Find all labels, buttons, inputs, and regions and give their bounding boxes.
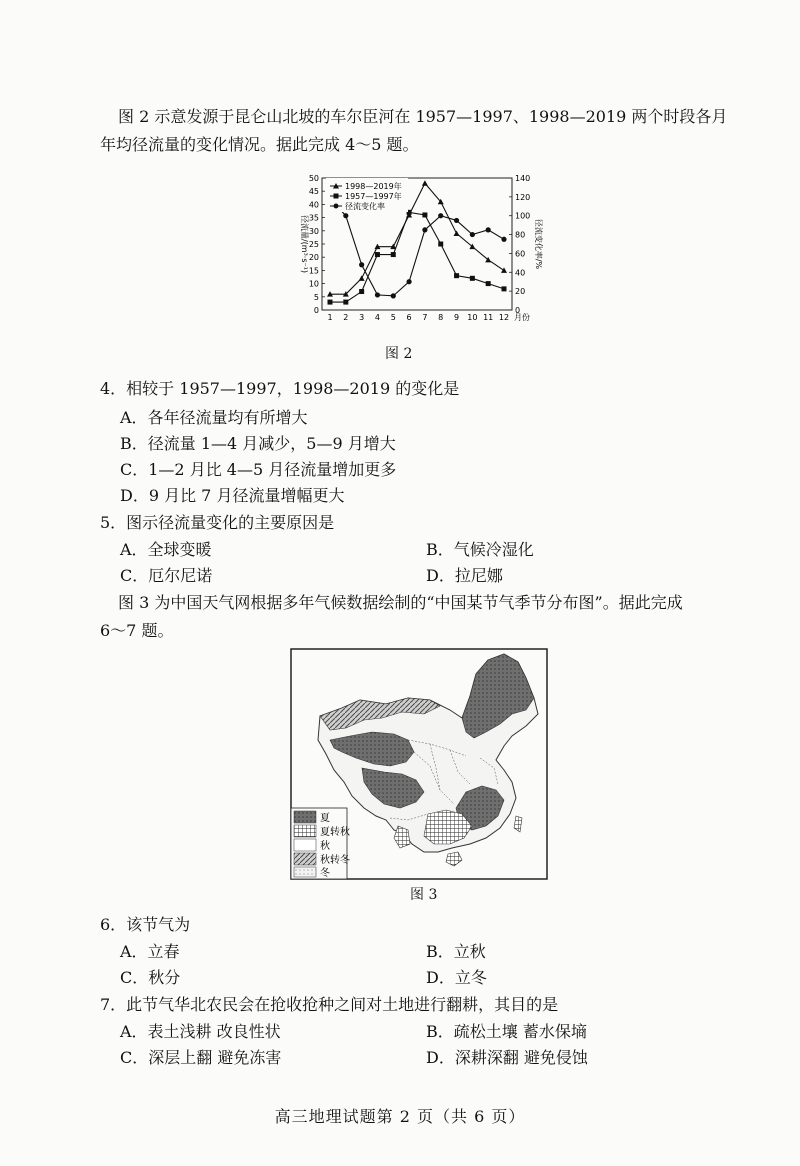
right-tick-label: 60 [515,249,526,259]
x-tick-label: 11 [483,313,494,322]
point-triangle [359,275,365,281]
point-square [502,286,507,291]
intro-fig2-line1: 图 2 示意发源于昆仑山北坡的车尔臣河在 1957—1997、1998—2019 两个时段各月 [118,107,728,126]
left-tick-label: 45 [308,187,319,197]
left-tick-label: 30 [308,226,319,236]
intro-fig2-line2: 年均径流量的变化情况。据此完成 4～5 题。 [100,135,419,154]
x-tick-label: 7 [422,313,428,322]
x-tick-label: 1 [327,313,333,322]
left-tick-label: 20 [308,253,319,263]
legend-swatch-summer [294,811,316,823]
point-square [486,281,491,286]
right-tick-label: 140 [515,174,531,183]
x-tick-label: 9 [453,313,460,322]
legend-marker-circle [334,204,339,209]
right-tick-label: 80 [515,230,526,240]
right-tick-label: 100 [515,211,531,221]
point-square [438,242,443,247]
x-tick-label: 12 [498,313,510,322]
point-square [454,273,459,278]
point-circle [470,232,475,237]
left-tick-label: 50 [308,174,319,183]
left-tick-label: 5 [313,292,319,302]
x-axis-label: 月份 [514,313,530,322]
point-triangle [501,267,507,273]
x-tick-label: 10 [467,313,478,322]
x-tick-label: 8 [438,313,444,322]
x-tick-label: 2 [343,313,349,322]
q5-option-b[interactable]: B．气候冷湿化 [426,540,534,559]
point-square [359,289,364,294]
point-circle [438,213,443,218]
legend-marker-square [334,194,339,199]
point-square [391,252,396,257]
right-axis-label: 径流变化率/% [534,218,543,270]
legend-swatch-autumn-to-winter [294,853,316,865]
q5-option-d[interactable]: D．拉尼娜 [426,566,503,585]
right-tick-label: 40 [515,268,526,278]
q6-option-a[interactable]: A．立春 [120,942,180,961]
fig2-caption: 图 2 [385,346,413,362]
q5-option-a[interactable]: A．全球变暖 [120,540,212,559]
x-tick-label: 4 [374,313,381,322]
q6-option-d[interactable]: D．立冬 [426,968,487,987]
legend-label: 1998—2019年 [345,182,402,191]
legend-swatch-autumn [294,839,316,851]
q4-stem: 4．相较于 1957—1997，1998—2019 的变化是 [100,379,460,398]
q4-option-b[interactable]: B．径流量 1—4 月减少，5—9 月增大 [120,434,396,453]
x-tick-label: 5 [390,313,396,322]
legend-swatch-winter [294,867,316,877]
x-tick-label: 3 [359,313,365,322]
point-square [375,252,380,257]
left-tick-label: 10 [308,279,319,289]
q5-option-c[interactable]: C．厄尔尼诺 [120,566,213,585]
q7-option-c[interactable]: C．深层上翻 避免冻害 [120,1048,282,1067]
q7-stem: 7．此节气华北农民会在抢收抢种之间对土地进行翻耕，其目的是 [100,995,559,1014]
q7-option-d[interactable]: D．深耕深翻 避免侵蚀 [426,1048,588,1067]
point-circle [375,292,380,297]
fig3-caption: 图 3 [410,887,438,903]
left-tick-label: 15 [308,266,319,276]
point-circle [454,218,459,223]
point-circle [359,262,364,267]
page-footer: 高三地理试题第 2 页（共 6 页） [274,1107,526,1126]
right-tick-label: 20 [515,287,526,297]
legend-swatch-summer-to-autumn [294,825,316,837]
legend-label: 1957—1997年 [345,192,402,201]
left-axis-label: 径流量/(m³·s⁻¹) [300,214,309,274]
right-tick-label: 120 [515,192,531,202]
legend-label-autumn-to-winter: 秋转冬 [320,855,350,866]
q7-option-a[interactable]: A．表土浅耕 改良性状 [120,1022,281,1041]
point-square [343,300,348,305]
left-tick-label: 40 [308,200,319,210]
runoff-chart [290,170,543,335]
point-square [328,300,333,305]
q7-option-b[interactable]: B．疏松土壤 蓄水保墒 [426,1022,587,1041]
q6-stem: 6．该节气为 [100,915,191,934]
left-tick-label: 0 [313,306,319,315]
map-legend [291,808,350,879]
china-season-map [290,648,548,880]
q4-option-d[interactable]: D．9 月比 7 月径流量增幅更大 [120,486,345,505]
intro-fig3-line1: 图 3 为中国天气网根据多年气候数据绘制的“中国某节气季节分布图”。据此完成 [118,593,683,612]
point-square [422,212,427,217]
x-tick-label: 6 [406,313,412,322]
point-triangle [454,230,460,236]
legend-label-autumn: 秋 [320,841,330,852]
point-circle [501,237,506,242]
legend-label: 径流变化率 [345,202,385,211]
point-triangle [422,180,428,186]
legend-label-winter: 冬 [320,868,330,879]
point-circle [343,213,348,218]
q5-stem: 5．图示径流量变化的主要原因是 [100,513,335,532]
left-tick-label: 25 [308,240,319,249]
left-tick-label: 35 [308,213,319,223]
point-circle [391,293,396,298]
legend-label-summer: 夏 [320,813,330,824]
legend-label-summer-to-autumn: 夏转秋 [320,827,350,838]
point-circle [406,279,411,284]
right-tick-label: 0 [515,306,521,315]
q4-option-a[interactable]: A．各年径流量均有所增大 [120,408,308,427]
point-square [470,276,475,281]
q6-option-b[interactable]: B．立秋 [426,942,486,961]
point-circle [422,227,427,232]
q6-option-c[interactable]: C．秋分 [120,968,181,987]
intro-fig3-line2: 6～7 题。 [100,621,174,640]
q4-option-c[interactable]: C．1—2 月比 4—5 月径流量增加更多 [120,460,397,479]
point-circle [486,227,491,232]
